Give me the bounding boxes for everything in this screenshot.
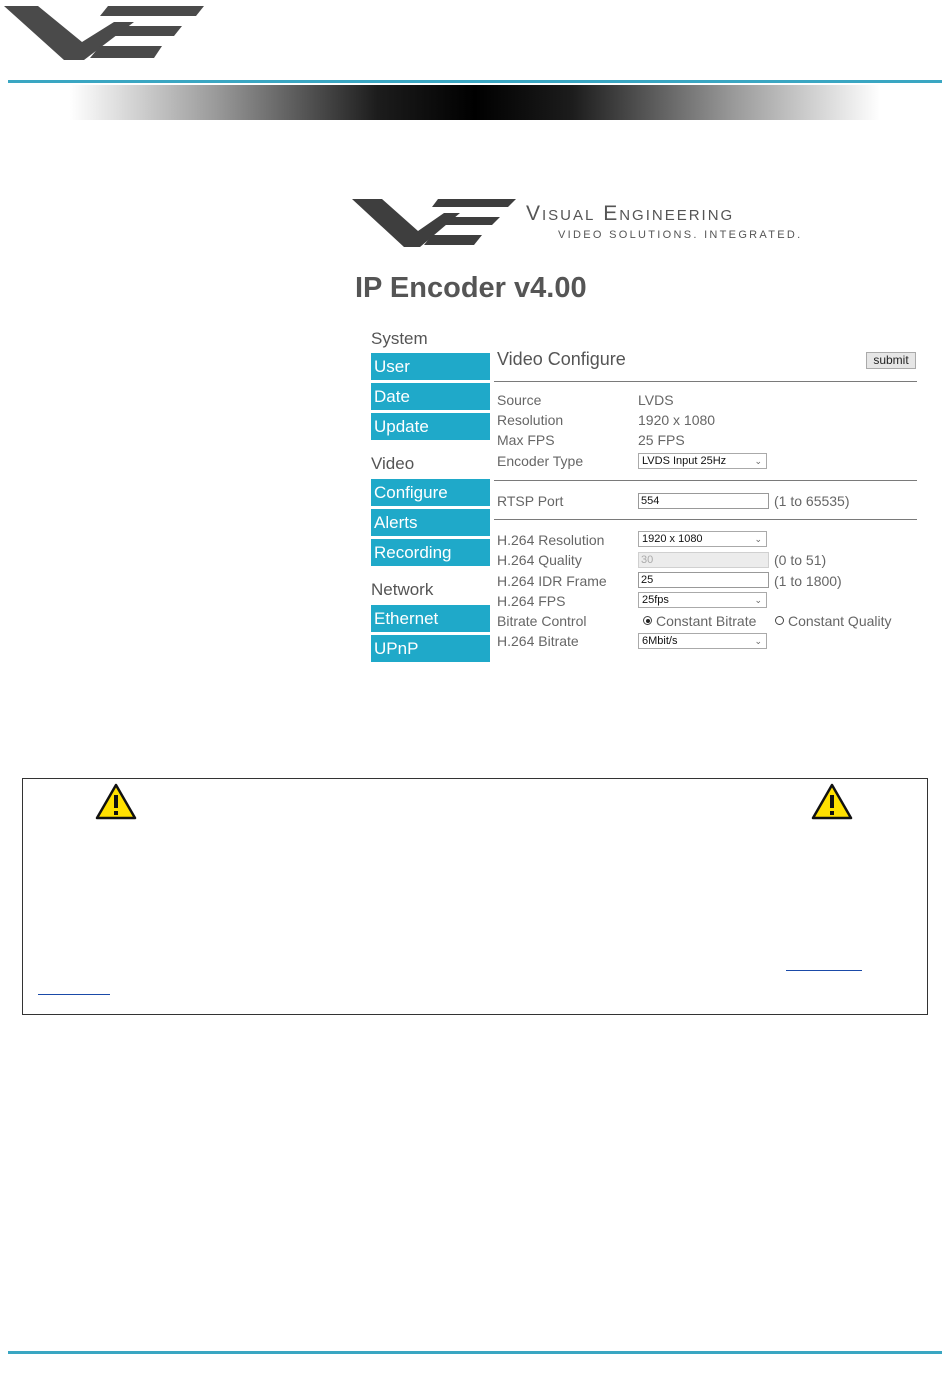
h264-quality-hint: (0 to 51) [774, 552, 827, 568]
h264-quality-label: H.264 Quality [497, 552, 582, 568]
footer-rule [8, 1351, 942, 1354]
divider [494, 519, 917, 520]
sidebar-heading-network: Network [371, 580, 434, 599]
h264-idr-label: H.264 IDR Frame [497, 573, 607, 589]
page-title: IP Encoder v4.00 [355, 272, 587, 304]
source-value: LVDS [638, 392, 674, 408]
header-rule [8, 80, 942, 83]
warning-icon [811, 783, 853, 825]
h264-resolution-select[interactable] [638, 531, 767, 547]
bitrate-control-label: Bitrate Control [497, 613, 587, 629]
h264-resolution-label: H.264 Resolution [497, 532, 605, 548]
radio-constant-quality[interactable] [775, 616, 784, 625]
h264-resolution-selected: 1920 x 1080 [642, 533, 703, 545]
chevron-down-icon: ⌄ [754, 456, 762, 466]
warning-box [22, 778, 928, 1015]
panel-title: Video Configure [497, 349, 626, 369]
h264-bitrate-select[interactable] [638, 633, 767, 649]
h264-bitrate-label: H.264 Bitrate [497, 633, 579, 649]
submit-button[interactable]: submit [866, 352, 916, 369]
encoder-type-label: Encoder Type [497, 453, 584, 469]
sidebar-item-alerts[interactable]: Alerts [371, 509, 490, 536]
radio-constant-bitrate[interactable] [643, 616, 652, 625]
rtsp-port-label: RTSP Port [497, 493, 564, 509]
encoder-type-select[interactable] [638, 453, 767, 469]
h264-idr-input[interactable]: 25 [638, 572, 769, 588]
encoder-type-selected: LVDS Input 25Hz [642, 455, 727, 467]
sidebar-heading-video: Video [371, 454, 415, 473]
resolution-value: 1920 x 1080 [638, 412, 716, 428]
chevron-down-icon: ⌄ [754, 636, 762, 646]
max-fps-label: Max FPS [497, 432, 555, 448]
h264-fps-selected: 25fps [642, 594, 669, 606]
sidebar-heading-system: System [371, 329, 428, 348]
warning-link-underline[interactable] [38, 994, 110, 995]
h264-idr-hint: (1 to 1800) [774, 573, 842, 589]
sidebar-item-configure[interactable]: Configure [371, 479, 490, 506]
sidebar-item-recording[interactable]: Recording [371, 539, 490, 566]
constant-quality-label: Constant Quality [788, 613, 892, 629]
h264-bitrate-selected: 6Mbit/s [642, 635, 678, 647]
sidebar-item-upnp[interactable]: UPnP [371, 635, 490, 662]
source-label: Source [497, 392, 542, 408]
h264-fps-select[interactable] [638, 592, 767, 608]
chevron-down-icon: ⌄ [754, 534, 762, 544]
sidebar-item-date[interactable]: Date [371, 383, 490, 410]
constant-bitrate-label: Constant Bitrate [656, 613, 757, 629]
sidebar-item-update[interactable]: Update [371, 413, 490, 440]
warning-link-underline[interactable] [786, 970, 862, 971]
header-gradient-band [70, 85, 880, 120]
sidebar-item-user[interactable]: User [371, 353, 490, 380]
divider [494, 480, 917, 481]
h264-fps-label: H.264 FPS [497, 593, 566, 609]
rtsp-port-hint: (1 to 65535) [774, 493, 850, 509]
header-logo [4, 2, 204, 69]
resolution-label: Resolution [497, 412, 564, 428]
h264-quality-input[interactable]: 30 [638, 552, 769, 568]
brand-name: Visual Engineering [526, 202, 735, 225]
sidebar-item-ethernet[interactable]: Ethernet [371, 605, 490, 632]
divider [494, 381, 917, 382]
ve-logo-icon [352, 195, 517, 255]
chevron-down-icon: ⌄ [754, 595, 762, 605]
warning-icon [95, 783, 137, 825]
max-fps-value: 25 FPS [638, 432, 685, 448]
rtsp-port-input[interactable]: 554 [638, 493, 769, 509]
brand-tagline: VIDEO SOLUTIONS. INTEGRATED. [558, 229, 803, 241]
